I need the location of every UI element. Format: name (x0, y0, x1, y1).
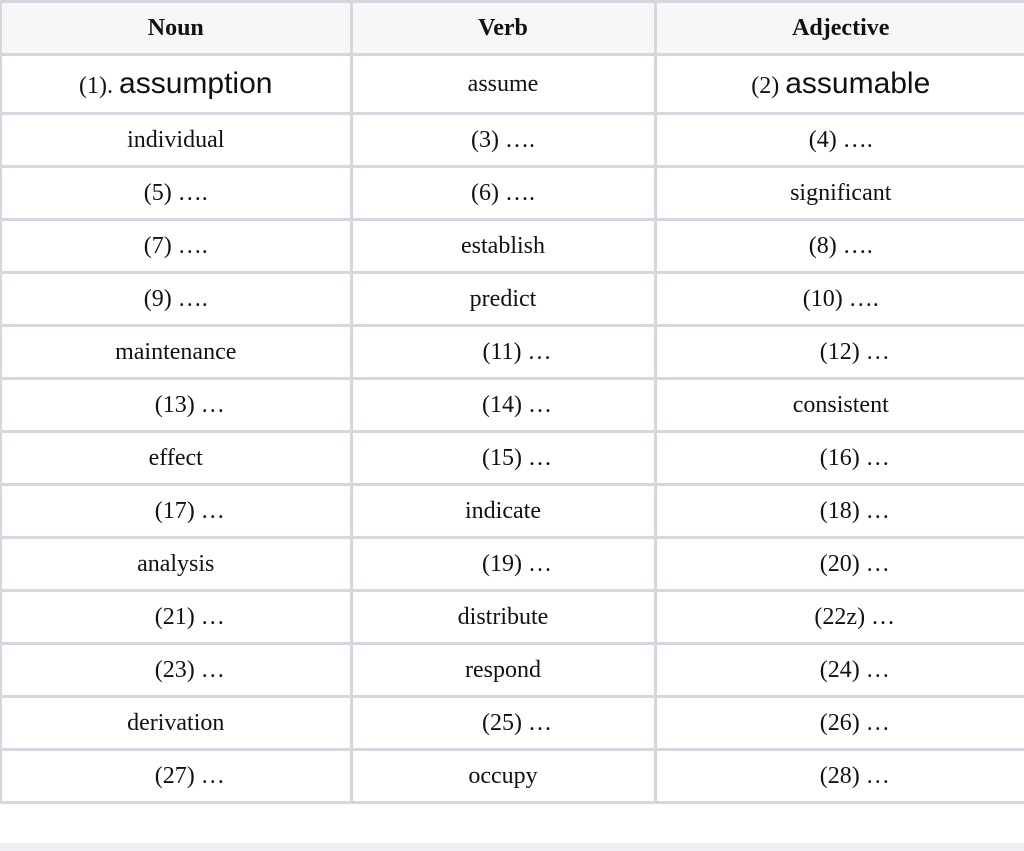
adjective-cell (655, 432, 1024, 485)
header-adjective: Adjective (655, 2, 1024, 55)
verb-cell: establish (351, 220, 655, 273)
noun-cell (1, 55, 351, 114)
adjective-text: (20) … (819, 551, 890, 577)
adjective-cell (655, 697, 1024, 750)
noun-cell: individual (1, 114, 351, 167)
verb-cell: (6) …. (351, 167, 655, 220)
adjective-cell: consistent (655, 379, 1024, 432)
adjective-word: assumable (785, 67, 931, 100)
noun-text: (27) … (154, 763, 225, 789)
adjective-cell (655, 750, 1024, 803)
table-row (1, 485, 1024, 538)
table-row (1, 167, 1024, 220)
verb-cell (351, 326, 655, 379)
noun-prefix: (1). (79, 73, 120, 99)
verb-cell: predict (351, 273, 655, 326)
verb-cell: distribute (351, 591, 655, 644)
noun-cell (1, 591, 351, 644)
verb-text: (25) … (482, 710, 552, 736)
noun-cell (1, 750, 351, 803)
verb-text: (14) … (482, 392, 552, 418)
adjective-cell: (8) …. (655, 220, 1024, 273)
adjective-cell: significant (655, 167, 1024, 220)
adjective-text: (18) … (819, 498, 890, 524)
noun-text: (13) … (154, 392, 225, 418)
table-row (1, 220, 1024, 273)
table-header-row (1, 2, 1024, 55)
verb-text: (11) … (482, 339, 552, 365)
table-row (1, 591, 1024, 644)
header-noun: Noun (1, 2, 351, 55)
table-row (1, 644, 1024, 697)
adjective-cell (655, 326, 1024, 379)
noun-text: (23) … (154, 657, 225, 683)
table-row (1, 273, 1024, 326)
table-row (1, 326, 1024, 379)
table-row (1, 697, 1024, 750)
verb-cell (351, 379, 655, 432)
adjective-cell: (10) …. (655, 273, 1024, 326)
verb-cell: assume (351, 55, 655, 114)
table-row (1, 379, 1024, 432)
table-row (1, 432, 1024, 485)
adjective-text: (16) … (819, 445, 890, 471)
table-row (1, 750, 1024, 803)
noun-cell: analysis (1, 538, 351, 591)
noun-cell (1, 644, 351, 697)
verb-cell (351, 432, 655, 485)
verb-cell (351, 697, 655, 750)
adjective-text: (24) … (819, 657, 890, 683)
noun-cell: derivation (1, 697, 351, 750)
adjective-text: (12) … (819, 339, 890, 365)
adjective-cell (655, 485, 1024, 538)
adjective-cell (655, 55, 1024, 114)
bottom-divider (0, 843, 1024, 851)
noun-cell (1, 485, 351, 538)
adjective-cell (655, 644, 1024, 697)
verb-cell (351, 538, 655, 591)
noun-cell: effect (1, 432, 351, 485)
verb-cell: occupy (351, 750, 655, 803)
noun-cell: (5) …. (1, 167, 351, 220)
adjective-text: (28) … (819, 763, 890, 789)
noun-text: (21) … (154, 604, 225, 630)
noun-word: assumption (119, 67, 273, 100)
verb-cell: respond (351, 644, 655, 697)
header-verb: Verb (351, 2, 655, 55)
adjective-text: (22z) … (814, 604, 896, 630)
verb-cell: indicate (351, 485, 655, 538)
noun-cell: (9) …. (1, 273, 351, 326)
noun-cell: (7) …. (1, 220, 351, 273)
adjective-text: (26) … (819, 710, 890, 736)
verb-text: (19) … (482, 551, 552, 577)
verb-text: (15) … (482, 445, 552, 471)
verb-cell: (3) …. (351, 114, 655, 167)
noun-text: (17) … (154, 498, 225, 524)
table-row (1, 538, 1024, 591)
noun-cell (1, 379, 351, 432)
table-row (1, 55, 1024, 114)
table-row (1, 114, 1024, 167)
adjective-cell (655, 538, 1024, 591)
adjective-prefix: (2) (751, 73, 786, 99)
noun-cell: maintenance (1, 326, 351, 379)
adjective-cell (655, 591, 1024, 644)
adjective-cell: (4) …. (655, 114, 1024, 167)
